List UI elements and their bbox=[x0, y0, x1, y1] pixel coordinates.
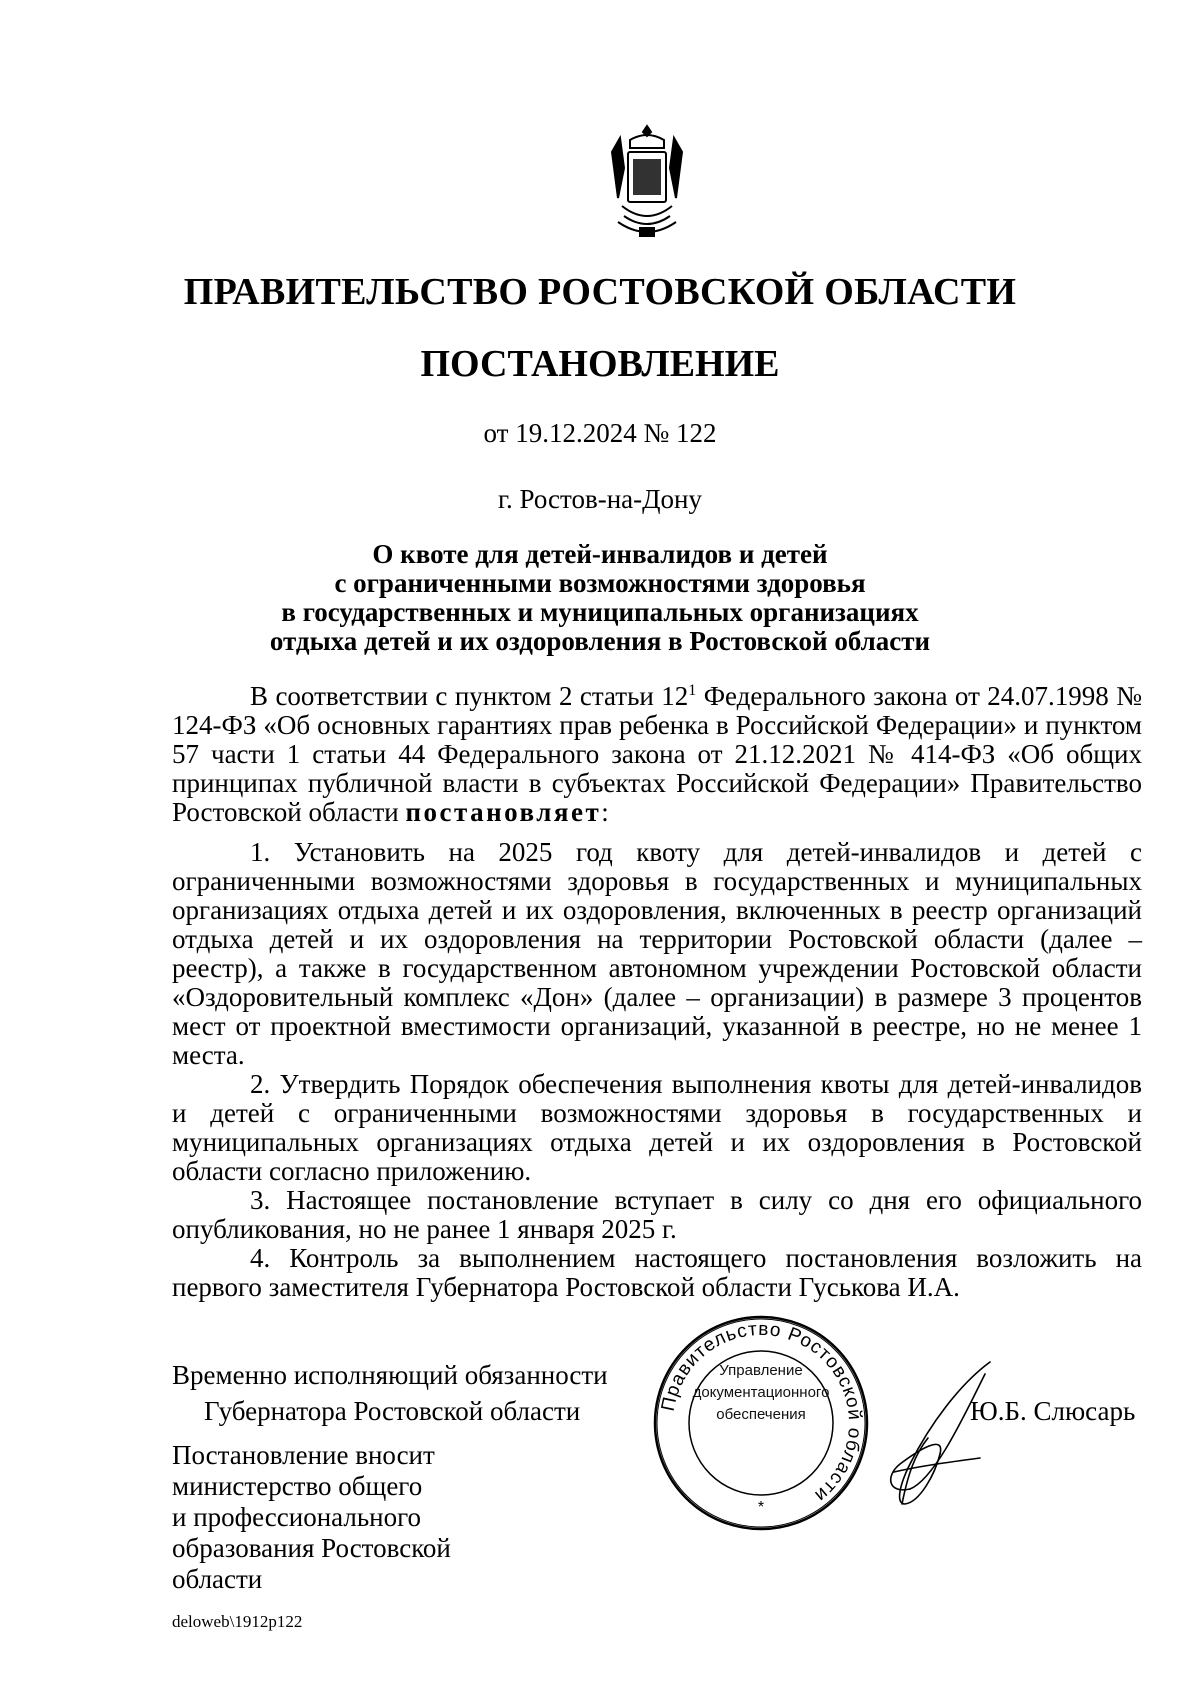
title-line: отдыха детей и их оздоровления в Ростовской области bbox=[269, 626, 931, 656]
position-line: Временно исполняющий обязанности bbox=[172, 1360, 608, 1390]
preamble-text-cont: Федерального закона от 24.07.1998 № 124-ФЗ «Об основных гарантиях прав ребенка в Российской Федерации» и пунктом 57 части 1 статьи 44 Федерального закона от 21.12.2021 № 414-ФЗ «Об общих принципах публичной власти в субъектах Российской Федерации» Правительство Ростовской области bbox=[172, 681, 1142, 827]
title-line: О квоте для детей-инвалидов и детей bbox=[372, 539, 828, 569]
stamp-center-text bbox=[690, 1360, 832, 1426]
footer-document-code: deloweb\1912p122 bbox=[172, 1612, 303, 1631]
signatory-name: Ю.Б. Слюсарь bbox=[970, 1396, 1136, 1426]
stamp-star: * bbox=[757, 1499, 765, 1516]
document-body bbox=[172, 682, 1142, 1302]
stamp-center-line: документационного bbox=[692, 1384, 830, 1401]
item-paragraph: 1. Установить на 2025 год квоту для детей-инвалидов и детей с ограниченными возможностями здоровья в государственных и муниципальных организациях отдыха детей и их оздоровления, включенных в реестр организаций отдыха детей и их оздоровления на территории Ростовской области (далее – реестр), а также в государственном автономном учреждении Ростовской области «Оздоровительный комплекс «Дон» (далее – организации) в размере 3 процентов мест от проектной вместимости организаций, указанной в реестре, но не менее 1 места. bbox=[172, 837, 1142, 1070]
resolves-word: постановляет bbox=[405, 797, 602, 827]
position-line: Губернатора Ростовской области bbox=[204, 1396, 581, 1426]
submitted-by-line: и профессионального bbox=[172, 1502, 422, 1532]
item-paragraph: 2. Утвердить Порядок обеспечения выполнения квоты для детей-инвалидов и детей с ограниченными возможностями здоровья в государственных и муниципальных организациях отдыха детей и их оздоровления в Ростовской области согласно приложению. bbox=[172, 1069, 1142, 1186]
stamp-center-line: Управление bbox=[719, 1362, 803, 1379]
document-title bbox=[0, 540, 1200, 656]
signatory-position bbox=[172, 1357, 608, 1429]
document-type: ПОСТАНОВЛЕНИЕ bbox=[420, 343, 780, 385]
submitted-by-line: образования Ростовской bbox=[172, 1533, 451, 1563]
handwritten-signature-icon bbox=[880, 1354, 1000, 1514]
stamp-ring-text: Правительство Ростовской области bbox=[657, 1318, 866, 1507]
item-paragraph: 3. Настоящее постановление вступает в силу со дня его официального опубликования, но не ранее 1 января 2025 г. bbox=[172, 1185, 1142, 1244]
stamp-center-line: обеспечения bbox=[716, 1406, 806, 1423]
submitted-by-block bbox=[172, 1440, 451, 1595]
item-paragraph: 4. Контроль за выполнением настоящего постановления возложить на первого заместителя Губернатора Ростовской области Гуськова И.А. bbox=[172, 1243, 1142, 1302]
submitted-by-line: министерство общего bbox=[172, 1471, 423, 1501]
document-date-number: от 19.12.2024 № 122 bbox=[483, 418, 717, 448]
submitted-by-line: области bbox=[172, 1564, 263, 1594]
title-line: в государственных и муниципальных организациях bbox=[281, 597, 919, 627]
footnote-superscript: 1 bbox=[688, 682, 697, 699]
submitted-by-line: Постановление вносит bbox=[172, 1440, 435, 1470]
title-line: с ограниченными возможностями здоровья bbox=[334, 568, 866, 598]
document-city: г. Ростов-на-Дону bbox=[497, 484, 702, 514]
preamble-paragraph bbox=[172, 682, 1142, 827]
preamble-text: В соответствии с пунктом 2 статьи 12 bbox=[250, 681, 689, 711]
preamble-end: : bbox=[601, 797, 609, 827]
coat-of-arms-icon bbox=[600, 122, 694, 242]
government-name: ПРАВИТЕЛЬСТВО РОСТОВСКОЙ ОБЛАСТИ bbox=[183, 271, 1017, 313]
